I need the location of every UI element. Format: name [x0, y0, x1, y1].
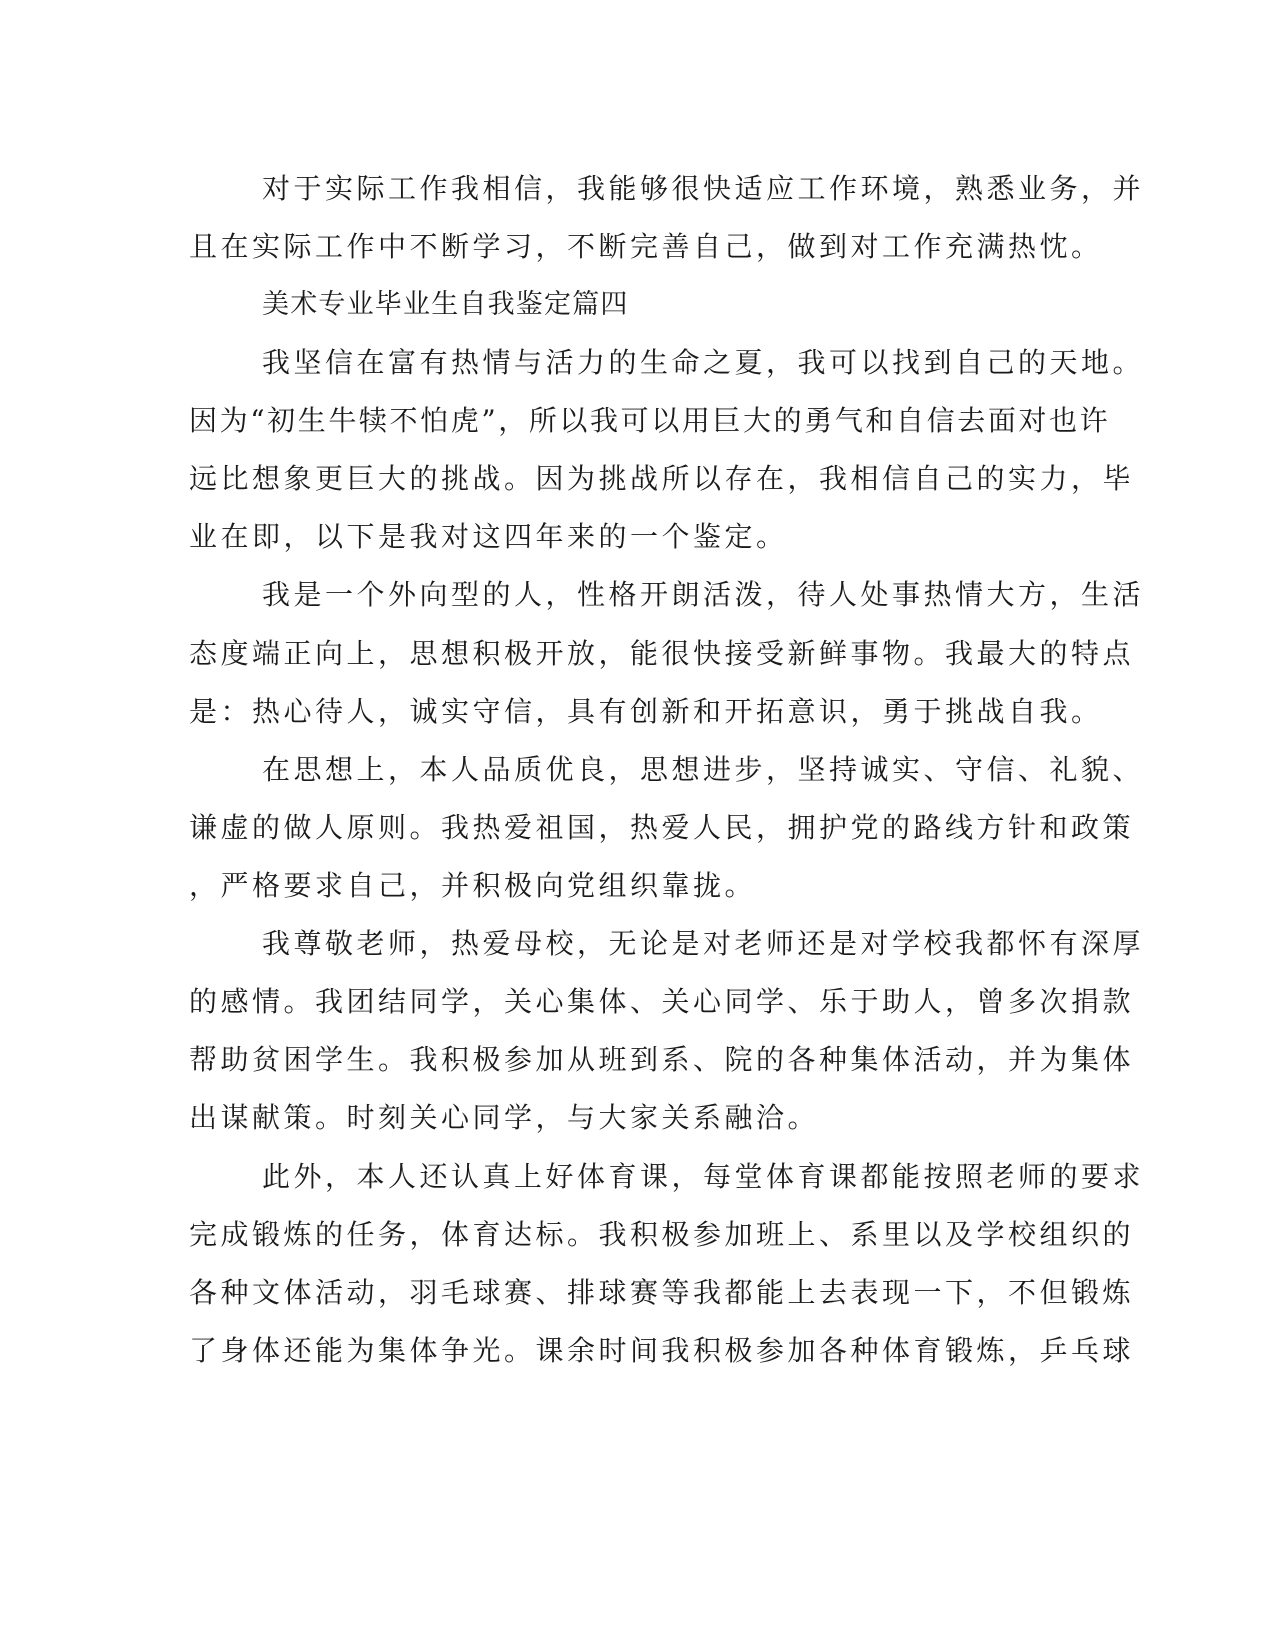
paragraph-line: 了身体还能为集体争光。课余时间我积极参加各种体育锻炼，乒乓球 — [189, 1334, 1135, 1367]
paragraph-line: 是：热心待人，诚实守信，具有创新和开拓意识，勇于挑战自我。 — [189, 695, 1103, 728]
paragraph-line: 我坚信在富有热情与活力的生命之夏，我可以找到自己的天地。 — [262, 346, 1145, 379]
paragraph-line: 我是一个外向型的人，性格开朗活泼，待人处事热情大方，生活 — [262, 578, 1145, 611]
paragraph-line: 因为“初生牛犊不怕虎”，所以我可以用巨大的勇气和自信去面对也许 — [189, 404, 1111, 437]
paragraph-line: 我尊敬老师，热爱母校，无论是对老师还是对学校我都怀有深厚 — [262, 927, 1145, 960]
paragraph-line: 完成锻炼的任务，体育达标。我积极参加班上、系里以及学校组织的 — [189, 1218, 1135, 1251]
paragraph-line: ，严格要求自己，并积极向党组织靠拢。 — [189, 869, 757, 902]
section-heading: 美术专业毕业生自我鉴定篇四 — [262, 289, 629, 320]
paragraph-line: 对于实际工作我相信，我能够很快适应工作环境，熟悉业务，并 — [262, 172, 1145, 205]
paragraph-line: 的感情。我团结同学，关心集体、关心同学、乐于助人，曾多次捐款 — [189, 985, 1135, 1018]
paragraph-line: 在思想上，本人品质优良，思想进步，坚持诚实、守信、礼貌、 — [262, 753, 1145, 786]
paragraph-line: 态度端正向上，思想积极开放，能很快接受新鲜事物。我最大的特点 — [189, 637, 1135, 670]
paragraph-line: 远比想象更巨大的挑战。因为挑战所以存在，我相信自己的实力，毕 — [189, 462, 1135, 495]
paragraph-line: 出谋献策。时刻关心同学，与大家关系融洽。 — [189, 1101, 820, 1134]
paragraph-line: 业在即，以下是我对这四年来的一个鉴定。 — [189, 520, 788, 553]
paragraph-line: 各种文体活动，羽毛球赛、排球赛等我都能上去表现一下，不但锻炼 — [189, 1276, 1135, 1309]
paragraph-line: 谦虚的做人原则。我热爱祖国，热爱人民，拥护党的路线方针和政策 — [189, 811, 1135, 844]
paragraph-line: 此外，本人还认真上好体育课，每堂体育课都能按照老师的要求 — [262, 1160, 1145, 1193]
paragraph-line: 帮助贫困学生。我积极参加从班到系、院的各种集体活动，并为集体 — [189, 1043, 1135, 1076]
paragraph-line: 且在实际工作中不断学习，不断完善自己，做到对工作充满热忱。 — [189, 230, 1103, 263]
